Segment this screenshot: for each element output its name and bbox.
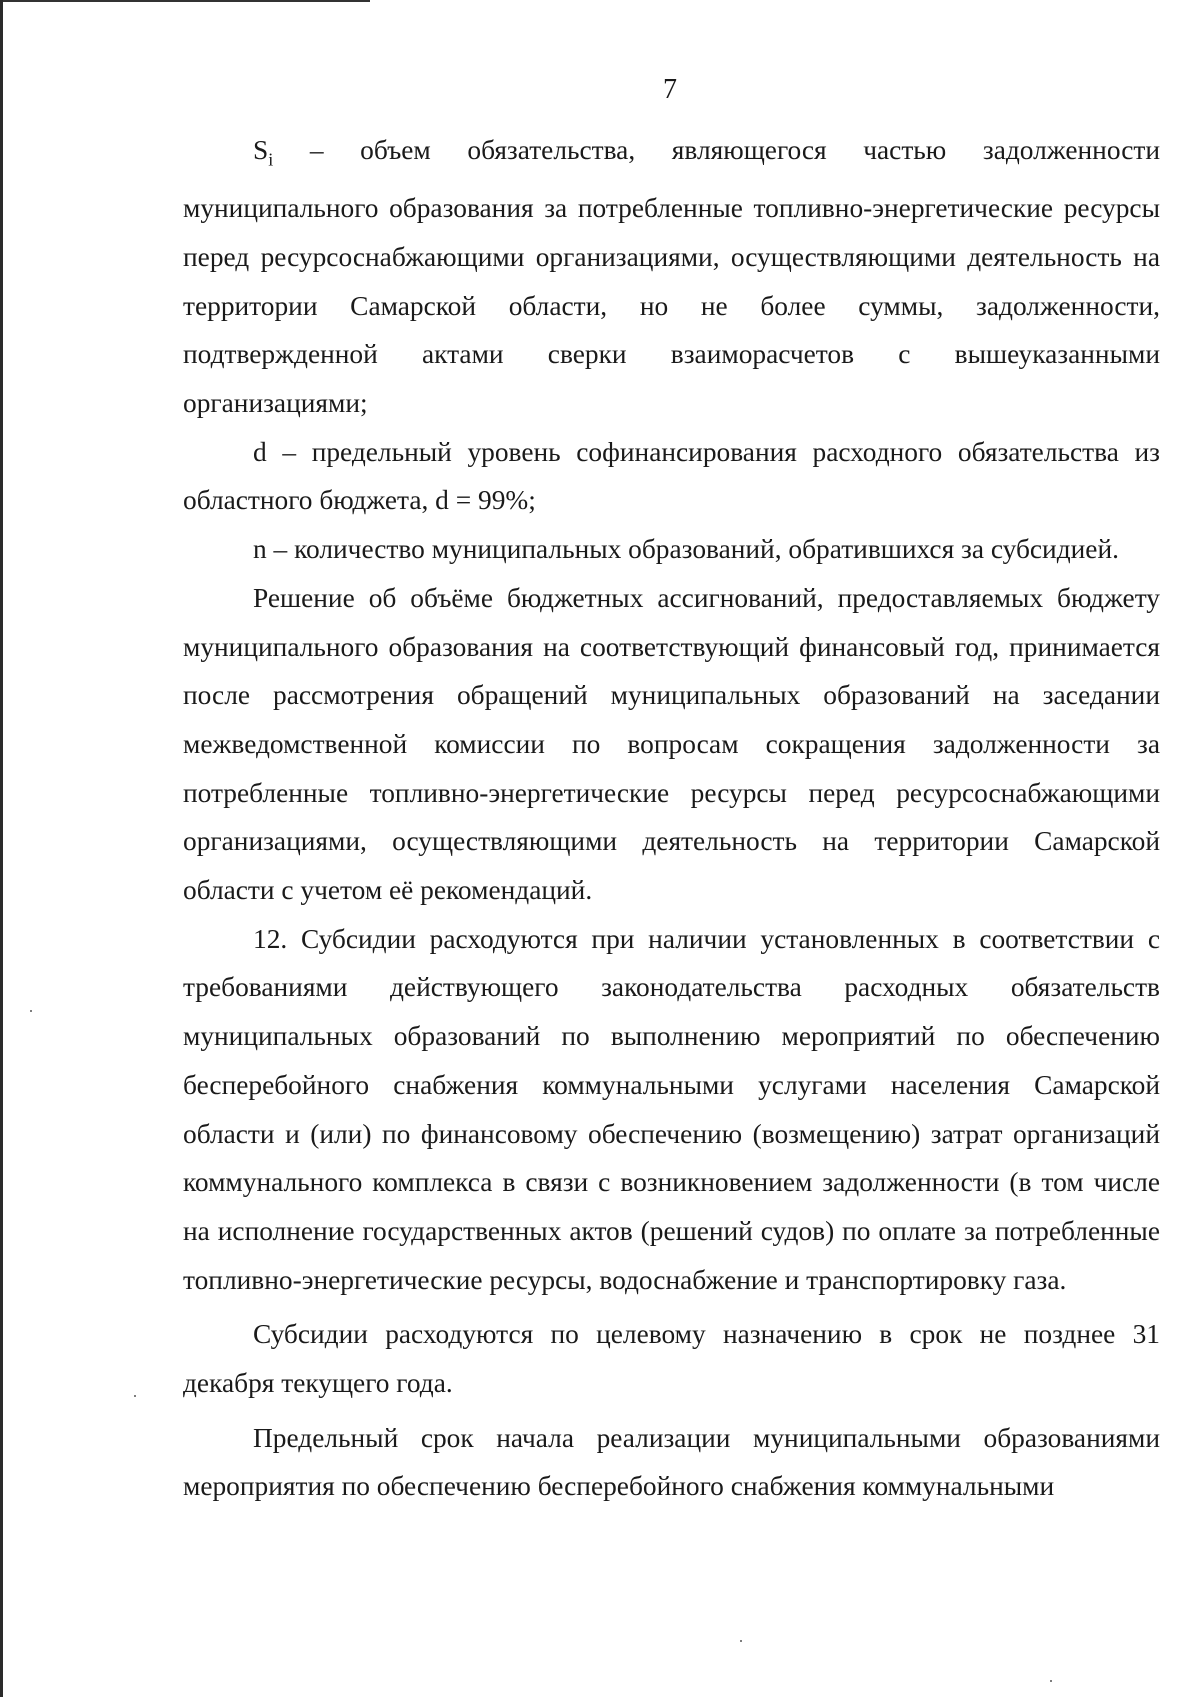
paragraph-si-definition — [183, 126, 1160, 428]
paragraph-item-12: 12. Субсидии расходуются при наличии установленных в соответствии с требованиями действующего законодательства расходных обязательств муниципальных образований по выполнению мероприятий по обеспечению бесперебойного снабжения коммунальными услугами населения Самарской области и (или) по финансовому обеспечению (возмещению) затрат организаций коммунального комплекса в связи с возникновением задолженности (в том числе на исполнение государственных актов (решений судов) по оплате за потребленные топливно-энергетические ресурсы, водоснабжение и транспортировку газа. — [183, 923, 1160, 1295]
scan-speck — [30, 1010, 32, 1012]
si-definition-text: – объем обязательства, являющегося частью задолженности муниципального образования за потребленные топливно-энергетические ресурсы перед ресурсоснабжающими организациями, осуществляющими деятельность на территории Самарской области, но не более суммы, задолженности, подтвержденной актами сверки взаиморасчетов с вышеуказанными организациями; — [183, 135, 1160, 418]
paragraph-deadline: Субсидии расходуются по целевому назначению в срок не позднее 31 декабря текущего года. — [183, 1319, 1160, 1399]
scan-speck — [740, 1640, 742, 1642]
paragraph-n-definition: n – количество муниципальных образований, обратившихся за субсидией. — [253, 534, 1119, 565]
si-symbol: S — [253, 135, 269, 165]
paragraph-d-definition: d – предельный уровень софинансирования расходного обязательства из областного бюджета, d = 99%; — [183, 436, 1160, 516]
paragraph-decision: Решение об объёме бюджетных ассигнований, предоставляемых бюджету муниципального образования на соответствующий финансовый год, принимается после рассмотрения обращений муниципальных образований на заседании межведомственной комиссии по вопросам сокращения задолженности за потребленные топливно-энергетические ресурсы перед ресурсоснабжающими организациями, осуществляющими деятельность на территории Самарской области с учетом её рекомендаций. — [183, 582, 1160, 906]
scan-speck — [1050, 1680, 1052, 1682]
si-subscript: i — [268, 149, 274, 170]
page-number: 7 — [663, 74, 677, 105]
document-body — [183, 126, 1160, 1511]
paragraph-start-deadline: Предельный срок начала реализации муниципальными образованиями мероприятия по обеспечению бесперебойного снабжения коммунальными — [183, 1422, 1160, 1502]
scan-edge-left — [0, 0, 3, 1697]
scan-speck — [134, 1395, 136, 1397]
scan-edge-top — [0, 0, 370, 2]
